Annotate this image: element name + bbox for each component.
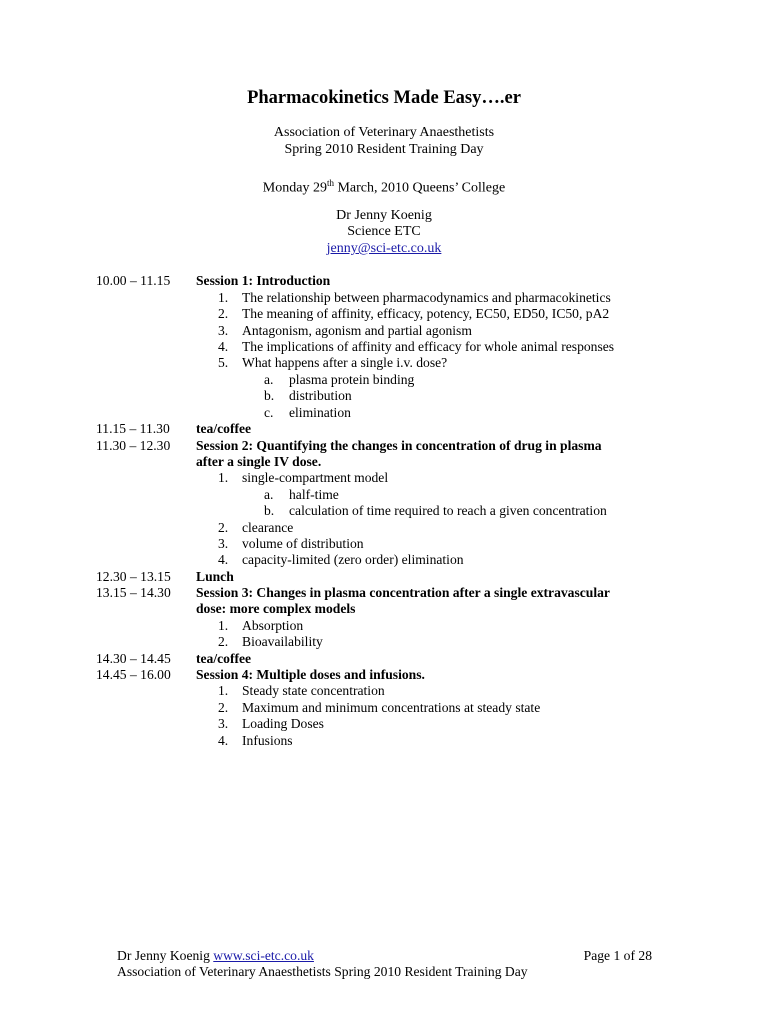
footer-url-link[interactable]: www.sci-etc.co.uk bbox=[213, 948, 314, 963]
session-4-title: Session 4: Multiple doses and infusions. bbox=[196, 667, 425, 682]
document-title: Pharmacokinetics Made Easy….er bbox=[247, 88, 521, 108]
page-number: Page 1 of 28 bbox=[583, 948, 652, 963]
session-4-time: 14.45 – 16.00 bbox=[96, 667, 171, 682]
event-name: Spring 2010 Resident Training Day bbox=[284, 142, 484, 157]
lunch-label: Lunch bbox=[196, 569, 234, 584]
document-page: Pharmacokinetics Made Easy….er Association of Veterinary Anaesthetists Spring 2010 Resident Training Day Monday 29th March, 2010 Queens’ College Dr Jenny Koenig Science ETC jenny@sci-etc.co.uk 10.00 – 11.15 Session 1: Introduction 1. The relationship between pharmacodynamics and pharmacokinetics 2. The meaning of affinity, efficacy, potency, EC50, ED50, IC50, pA2 3. Antagonism, agonism and partial agonism 4. The implications of affinity and efficacy for whole animal responses 5. What happens after a single i.v. dose? a. plasma protein binding b. distribution c. elimination 11.15 – 11.30 tea/coffee 11.30 – 12.30 Session 2: Quantifying the changes in concentration of drug in plasma after a single IV dose. 1. single-compartment model a. half-time b. calculation of time required to reach a given concentration 2. clearance 3. volume of distribution 4. capacity-limited (zero order) elimination 12.30 – 13.15 Lunch 13.15 – 14.30 Session 3: Changes in plasma concentration after a single extravascular dose: more complex models 1. Absorption 2. Bioavailability 14.30 – 14.45 tea/coffee 14.45 – 16.00 Session 4: Multiple doses and infusions. 1. Steady state concentration 2. Maximum and minimum concentrations at steady state 3. Loading Doses 4. Infusions Dr Jenny Koenig www.sci-etc.co.uk Page 1 of 28 Association of Veterinary Anaesthetists Spring 2010 Resident Training Day bbox=[0, 0, 768, 1024]
speaker-name: Dr Jenny Koenig bbox=[336, 208, 432, 223]
session-3-title: Session 3: Changes in plasma concentration after a single extravascular bbox=[196, 585, 610, 600]
session-3-time: 13.15 – 14.30 bbox=[96, 585, 171, 600]
break-2-time: 14.30 – 14.45 bbox=[96, 651, 171, 666]
break-1-time: 11.15 – 11.30 bbox=[96, 421, 170, 436]
email-line bbox=[0, 241, 768, 258]
event-date bbox=[0, 175, 768, 197]
session-1-title: Session 1: Introduction bbox=[196, 273, 331, 288]
session-2-title: Session 2: Quantifying the changes in concentration of drug in plasma bbox=[196, 438, 602, 453]
date-day: Monday 29 bbox=[262, 180, 327, 196]
organization: Association of Veterinary Anaesthetists bbox=[273, 125, 495, 140]
break-2-label: tea/coffee bbox=[196, 651, 252, 666]
date-rest: March, 2010 Queens’ College bbox=[333, 180, 506, 196]
session-2-time: 11.30 – 12.30 bbox=[96, 438, 171, 453]
lunch-time: 12.30 – 13.15 bbox=[96, 569, 171, 584]
session-1-time: 10.00 – 11.15 bbox=[96, 273, 171, 288]
date-suffix: th bbox=[326, 178, 334, 188]
footer-author: Dr Jenny Koenig bbox=[117, 948, 214, 963]
footer-line-2: Association of Veterinary Anaesthetists Spring 2010 Resident Training Day bbox=[117, 964, 528, 979]
footer-line-1 bbox=[117, 948, 652, 965]
break-1-label: tea/coffee bbox=[196, 421, 252, 436]
email-link[interactable]: jenny@sci-etc.co.uk bbox=[326, 241, 442, 256]
affiliation: Science ETC bbox=[347, 224, 421, 239]
